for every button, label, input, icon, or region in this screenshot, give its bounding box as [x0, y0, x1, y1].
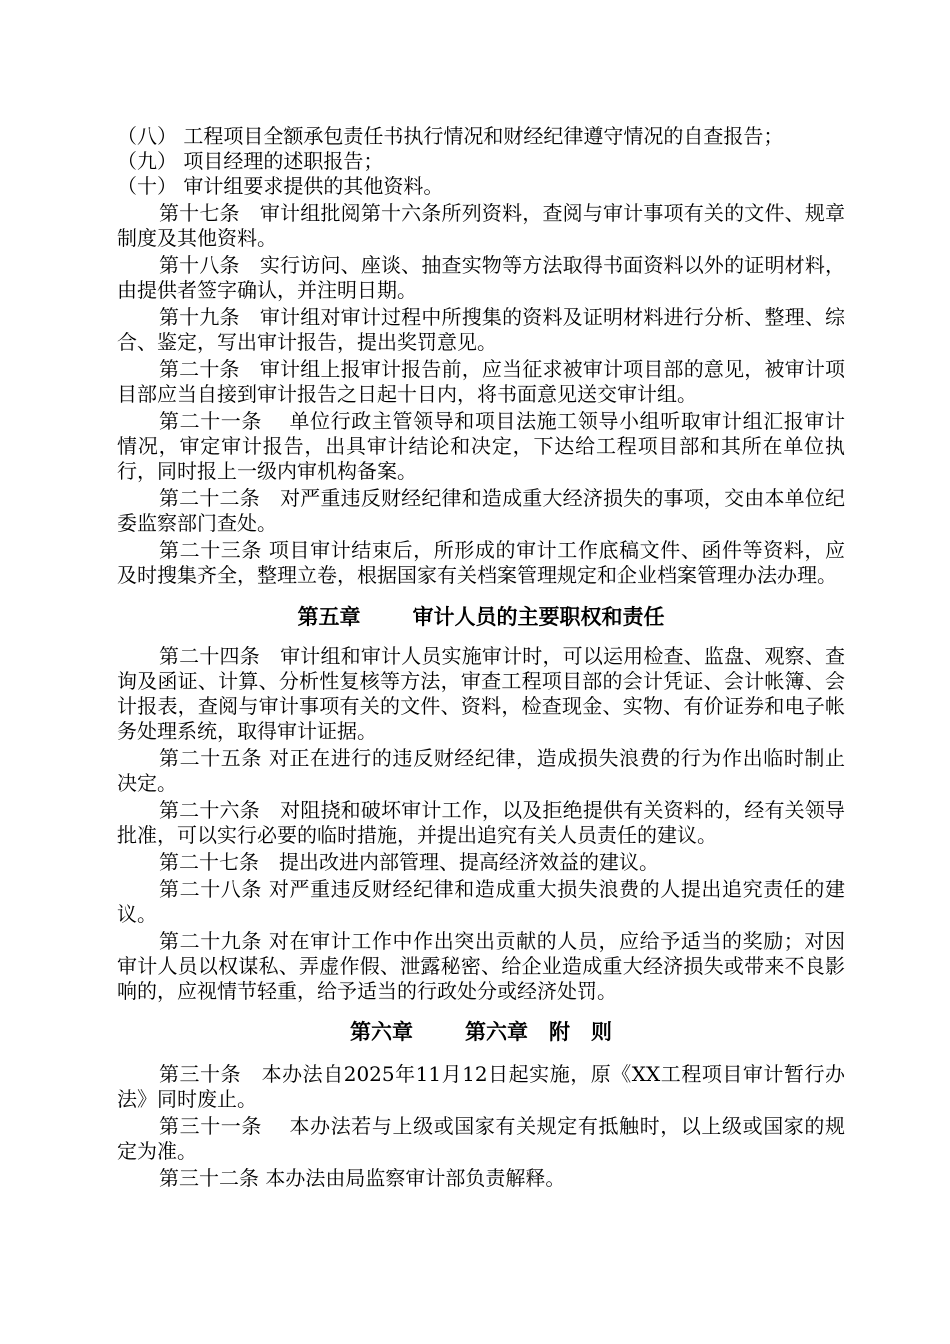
list-item: （九） 项目经理的述职报告； [117, 149, 384, 173]
article-paragraph: 第二十三条 项目审计结束后，所形成的审计工作底稿文件、函件等资料，应及时搜集齐全，整理立卷，根据国家有关档案管理规定和企业档案管理办法办理。 [117, 538, 845, 587]
article-paragraph: 第三十条 本办法自2025年11月12日起实施，原《XX工程项目审计暂行办法》同时废止。 [117, 1062, 845, 1111]
chapter-number: 第五章 [297, 605, 361, 629]
chapter-number: 第六章 [350, 1020, 413, 1044]
document-body [117, 124, 845, 1191]
chapter-title: 第六章 附 则 [465, 1020, 612, 1044]
article-paragraph: 第二十七条 提出改进内部管理、提高经济效益的建议。 [159, 850, 659, 874]
article-paragraph: 第二十九条 对在审计工作中作出突出贡献的人员，应给予适当的奖励；对因审计人员以权谋私、弄虚作假、泄露秘密、给企业造成重大经济损失或带来不良影响的，应视情节轻重，给予适当的行政处分或经济处罚。 [117, 929, 845, 1003]
article-paragraph: 第二十四条 审计组和审计人员实施审计时，可以运用检查、监盘、观察、查询及函证、计算、分析性复核等方法，审查工程项目部的会计凭证、会计帐簿、会计报表，查阅与审计事项有关的文件、资料，检查现金、实物、有价证券和电子帐务处理系统，取得审计证据。 [117, 644, 845, 743]
article-paragraph: 第二十一条 单位行政主管领导和项目法施工领导小组听取审计组汇报审计情况，审定审计报告，出具审计结论和决定，下达给工程项目部和其所在单位执行，同时报上一级内审机构备案。 [117, 409, 845, 483]
article-paragraph: 第十八条 实行访问、座谈、抽查实物等方法取得书面资料以外的证明材料，由提供者签字确认，并注明日期。 [117, 253, 845, 302]
article-paragraph: 第二十六条 对阻挠和破坏审计工作，以及拒绝提供有关资料的，经有关领导批准，可以实行必要的临时措施，并提出追究有关人员责任的建议。 [117, 798, 845, 847]
chapter-5-heading [117, 592, 845, 642]
article-paragraph: 第三十二条 本办法由局监察审计部负责解释。 [159, 1166, 566, 1190]
article-paragraph: 第三十一条 本办法若与上级或国家有关规定有抵触时，以上级或国家的规定为准。 [117, 1114, 845, 1163]
article-paragraph: 第二十八条 对严重违反财经纪律和造成重大损失浪费的人提出追究责任的建议。 [117, 877, 845, 926]
list-item: （八） 工程项目全额承包责任书执行情况和财经纪律遵守情况的自查报告； [117, 124, 784, 148]
chapter-6-heading [117, 1004, 845, 1060]
article-paragraph: 第二十五条 对正在进行的违反财经纪律，造成损失浪费的行为作出临时制止决定。 [117, 746, 845, 795]
article-paragraph: 第二十二条 对严重违反财经纪律和造成重大经济损失的事项，交由本单位纪委监察部门查处。 [117, 486, 845, 535]
chapter-title: 审计人员的主要职权和责任 [412, 605, 665, 629]
article-paragraph: 第十七条 审计组批阅第十六条所列资料，查阅与审计事项有关的文件、规章制度及其他资料。 [117, 201, 845, 250]
article-paragraph: 第十九条 审计组对审计过程中所搜集的资料及证明材料进行分析、整理、综合、鉴定，写出审计报告，提出奖罚意见。 [117, 305, 845, 354]
article-paragraph: 第二十条 审计组上报审计报告前，应当征求被审计项目部的意见，被审计项目部应当自接到审计报告之日起十日内，将书面意见送交审计组。 [117, 357, 845, 406]
list-item: （十） 审计组要求提供的其他资料。 [117, 174, 444, 198]
